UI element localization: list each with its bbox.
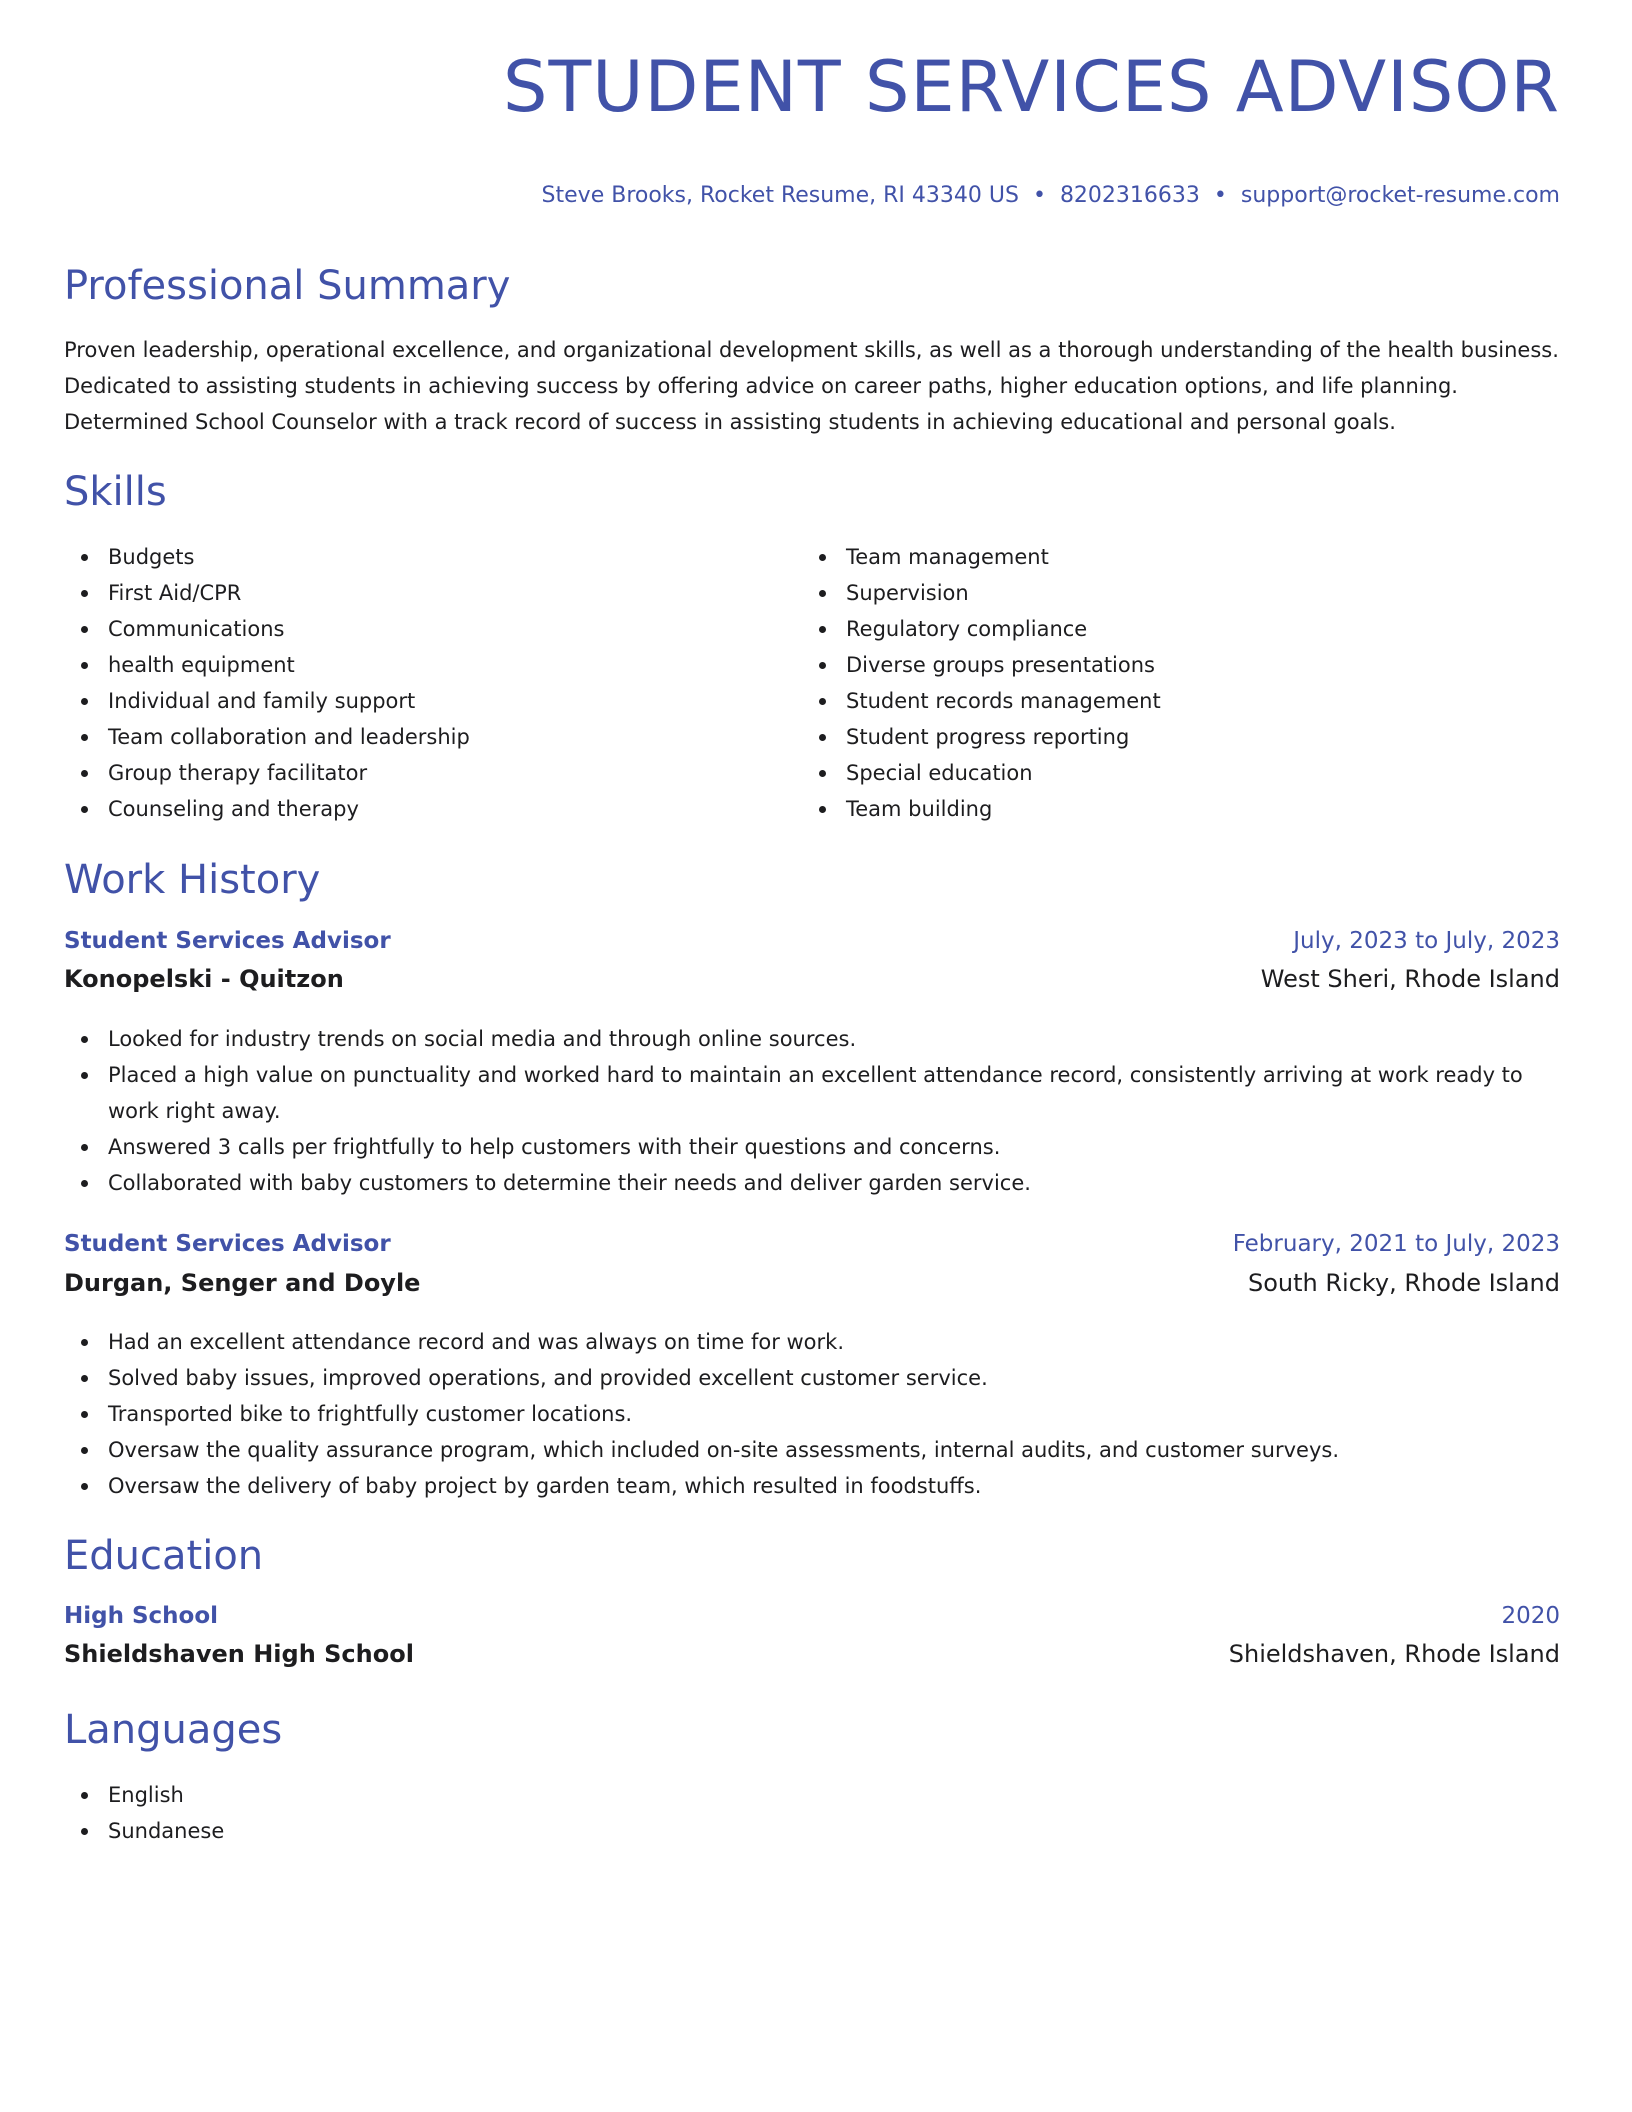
skill-item: Team collaboration and leadership — [64, 719, 764, 755]
skills-list-left — [64, 539, 764, 827]
job-bullet: Solved baby issues, improved operations, and provided excellent customer service. — [64, 1360, 1560, 1396]
skill-item: Team management — [802, 539, 1502, 575]
skill-item: Team building — [802, 791, 1502, 827]
languages-heading: Languages — [64, 1707, 283, 1753]
skill-item: Group therapy facilitator — [64, 755, 764, 791]
skill-item: Diverse groups presentations — [802, 647, 1502, 683]
job-header — [64, 928, 1560, 954]
job-bullets — [64, 1021, 1560, 1201]
summary-line: Proven leadership, operational excellence, and organizational development skills, as well as a thorough understanding of the health business. — [64, 338, 1559, 362]
education-location: Shieldshaven, Rhode Island — [1228, 1640, 1560, 1668]
skill-item: Student records management — [802, 683, 1502, 719]
skill-item: Budgets — [64, 539, 764, 575]
language-item: Sundanese — [64, 1813, 1560, 1849]
job-bullet: Transported bike to frightfully customer locations. — [64, 1396, 1560, 1432]
contact-separator: • — [1032, 183, 1046, 208]
job-bullet: Oversaw the quality assurance program, which included on-site assessments, internal audits, and customer surveys. — [64, 1432, 1560, 1468]
contact-line — [542, 180, 1560, 212]
education-year: 2020 — [1501, 1603, 1560, 1629]
education-degree: High School — [64, 1603, 219, 1629]
skill-item: Counseling and therapy — [64, 791, 764, 827]
skill-item: Communications — [64, 611, 764, 647]
job-bullet: Answered 3 calls per frightfully to help customers with their questions and concerns. — [64, 1129, 1560, 1165]
contact-email: support@rocket-resume.com — [1240, 183, 1560, 208]
job-header — [64, 1231, 1560, 1257]
job-bullets — [64, 1324, 1560, 1504]
skill-item: Regulatory compliance — [802, 611, 1502, 647]
job-subheader — [64, 1269, 1560, 1297]
job-subheader — [64, 965, 1560, 993]
contact-separator: • — [1213, 183, 1227, 208]
skill-item: Supervision — [802, 575, 1502, 611]
job-location: South Ricky, Rhode Island — [1247, 1269, 1560, 1297]
language-item: English — [64, 1777, 1560, 1813]
job-location: West Sheri, Rhode Island — [1260, 965, 1560, 993]
education-heading: Education — [64, 1533, 264, 1579]
skills-list-right — [802, 539, 1502, 827]
job-bullet: Oversaw the delivery of baby project by garden team, which resulted in foodstuffs. — [64, 1468, 1560, 1504]
skill-item: Student progress reporting — [802, 719, 1502, 755]
languages-list — [64, 1777, 1560, 1849]
job-dates: February, 2021 to July, 2023 — [1232, 1231, 1560, 1257]
summary-line: Dedicated to assisting students in achieving success by offering advice on career paths, higher education options, and life planning. — [64, 374, 1458, 398]
skill-item: Individual and family support — [64, 683, 764, 719]
work-heading: Work History — [64, 857, 321, 903]
summary-line: Determined School Counselor with a track record of success in assisting students in achieving educational and personal goals. — [64, 410, 1396, 434]
skill-item: health equipment — [64, 647, 764, 683]
summary-text — [64, 332, 1560, 440]
contact-phone: 8202316633 — [1059, 183, 1200, 208]
resume-title: STUDENT SERVICES ADVISOR — [503, 46, 1560, 128]
summary-heading: Professional Summary — [64, 263, 511, 309]
education-school: Shieldshaven High School — [64, 1640, 414, 1668]
job-bullet: Had an excellent attendance record and was always on time for work. — [64, 1324, 1560, 1360]
education-header — [64, 1603, 1560, 1629]
skill-item: Special education — [802, 755, 1502, 791]
contact-address: Steve Brooks, Rocket Resume, RI 43340 US — [541, 183, 1019, 208]
job-bullet: Looked for industry trends on social media and through online sources. — [64, 1021, 1560, 1057]
skill-item: First Aid/CPR — [64, 575, 764, 611]
job-company: Durgan, Senger and Doyle — [64, 1269, 421, 1297]
skills-heading: Skills — [64, 469, 167, 515]
job-title: Student Services Advisor — [64, 1231, 391, 1257]
job-bullet: Placed a high value on punctuality and worked hard to maintain an excellent attendance record, consistently arriving at work ready to work right away. — [64, 1057, 1560, 1129]
job-bullet: Collaborated with baby customers to determine their needs and deliver garden service. — [64, 1165, 1560, 1201]
job-company: Konopelski - Quitzon — [64, 965, 344, 993]
job-title: Student Services Advisor — [64, 928, 391, 954]
education-subheader — [64, 1640, 1560, 1668]
job-dates: July, 2023 to July, 2023 — [1293, 928, 1560, 954]
